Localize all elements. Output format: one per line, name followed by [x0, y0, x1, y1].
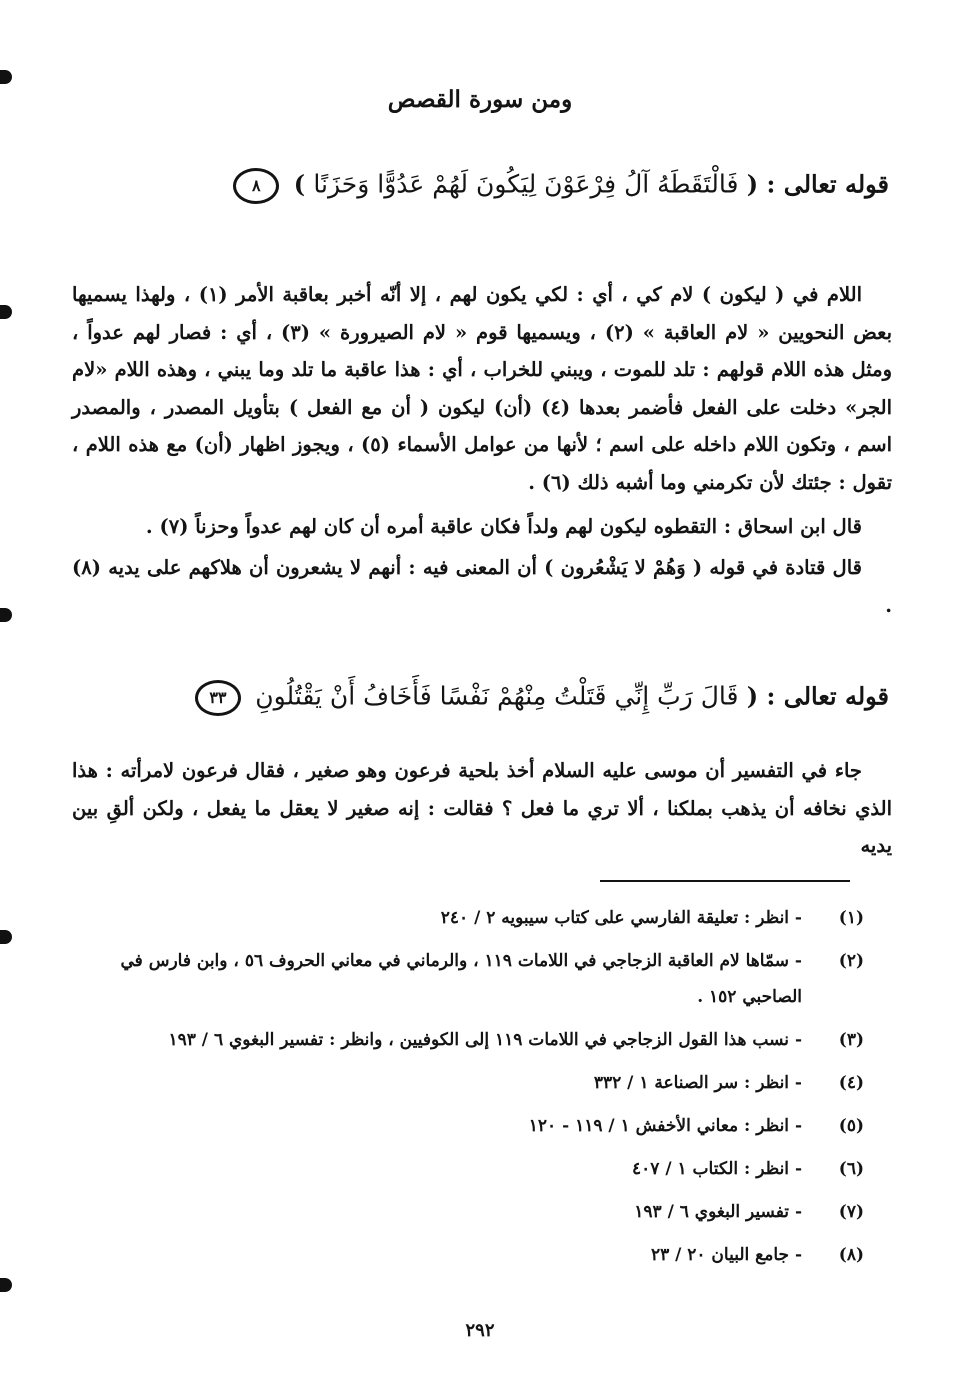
- verse-close: ): [293, 169, 306, 199]
- footnote-item: [74, 943, 864, 1015]
- verse-intro: قوله تعالى : (: [746, 681, 889, 711]
- footnote-text: - انظر : سر الصناعة ١ / ٣٣٢: [593, 1073, 802, 1093]
- footnote-text: - انظر : معاني الأخفش ١ / ١١٩ - ١٢٠: [528, 1116, 802, 1136]
- binding-hole-mark: [0, 930, 12, 944]
- binding-hole-mark: [0, 1278, 12, 1292]
- footnote-text: - تفسير البغوي ٦ / ١٩٣: [634, 1202, 802, 1222]
- verse-number-medallion: ٨: [233, 168, 279, 204]
- footnote-number: (٦): [838, 1159, 864, 1179]
- commentary-block: [72, 752, 892, 865]
- footnote-text: - انظر : تعليقة الفارسي على كتاب سيبويه ٢ / ٢٤٠: [440, 908, 802, 928]
- footnote-item: [74, 1151, 864, 1187]
- verse-text: فَالْتَقَطَهُ آلُ فِرْعَوْنَ لِيَكُونَ لَهُمْ عَدُوًّا وَحَزَنًا: [313, 169, 739, 199]
- footnote-number: (٣): [838, 1030, 864, 1050]
- footnote-separator: [600, 880, 850, 882]
- footnote-text: - جامع البيان ٢٠ / ٢٣: [650, 1245, 802, 1265]
- commentary-paragraph: جاء في التفسير أن موسى عليه السلام أخذ بلحية فرعون وهو صغير ، فقال فرعون لامرأته : هذا الذي نخافه أن يذهب بملكنا ، ألا تري ما فعل ؟ فقالت : إنه صغير لا يعقل ما يفعل ، ولكن ألقِ بين يديه: [72, 759, 892, 858]
- footnote-number: (٢): [838, 951, 864, 971]
- footnote-text: - انظر : الكتاب ١ / ٤٠٧: [632, 1159, 802, 1179]
- footnotes-list: [74, 900, 864, 1280]
- footnote-number: (١): [838, 908, 864, 928]
- verse-intro: قوله تعالى : (: [746, 169, 889, 199]
- footnote-item: [74, 1108, 864, 1144]
- binding-hole-mark: [0, 305, 12, 319]
- footnote-item: [74, 900, 864, 936]
- footnote-number: (٤): [838, 1073, 864, 1093]
- commentary-paragraph: اللام في ( ليكون ) لام كي ، أي : لكي يكون لهم ، إلا أنّه أخبر بعاقبة الأمر (١) ، ولهذا يسميها بعض النحويين « لام العاقبة » (٢) ، ويسميها قوم « لام الصيرورة » (٣) ، أي : فصار لهم عدواً ، ومثل هذه اللام قولهم : تلد للموت ، ويبني للخراب ، أي : هذا عاقبة ما تلد وما يبني ، وهذه اللام «لام الجر» دخلت على الفعل فأضمر بعدها (٤) (أن) ليكون ( أن مع الفعل ) بتأويل المصدر ، والمصدر اسم ، وتكون اللام داخله على اسم ؛ لأنها من عوامل الأسماء (٥) ، ويجوز اظهار (أن) مع هذه اللام ، تقول : جئتك لأن تكرمني وما أشبه ذلك (٦) .: [72, 283, 892, 494]
- footnote-item: [74, 1237, 864, 1273]
- verse-text: قَالَ رَبِّ إِنِّي قَتَلْتُ مِنْهُمْ نَفْسًا فَأَخَافُ أَنْ يَقْتُلُونِ: [255, 681, 739, 711]
- footnote-text: - سمّاها لام العاقبة الزجاجي في اللامات ١١٩ ، والرماني في معاني الحروف ٥٦ ، وابن فارس في الصاحبي ١٥٢ .: [120, 951, 802, 1007]
- footnote-number: (٥): [838, 1116, 864, 1136]
- commentary-paragraph: قال ابن اسحاق : التقطوه ليكون لهم ولداً فكان عاقبة أمره أن كان لهم عدواً وحزناً (٧) .: [145, 514, 862, 538]
- commentary-paragraph: قال قتادة في قوله ( وَهُمْ لا يَشْعُرون ) أن المعنى فيه : أنهم لا يشعرون أن هلاكهم على يديه (٨) .: [72, 556, 892, 617]
- footnote-item: [74, 1065, 864, 1101]
- verse-heading: [69, 680, 889, 716]
- binding-hole-mark: [0, 608, 12, 622]
- footnote-number: (٧): [838, 1202, 864, 1222]
- verse-heading: [69, 168, 889, 204]
- commentary-block: [72, 276, 892, 624]
- footnote-number: (٨): [838, 1245, 864, 1265]
- footnote-text: - نسب هذا القول الزجاجي في اللامات ١١٩ إلى الكوفيين ، وانظر : تفسير البغوي ٦ / ١٩٣: [168, 1030, 802, 1050]
- footnote-item: [74, 1022, 864, 1058]
- binding-hole-mark: [0, 70, 12, 84]
- page-number: ٢٩٢: [465, 1320, 495, 1341]
- footnote-item: [74, 1194, 864, 1230]
- running-header: ومن سورة القصص: [387, 86, 573, 113]
- verse-number-medallion: ٣٣: [195, 680, 241, 716]
